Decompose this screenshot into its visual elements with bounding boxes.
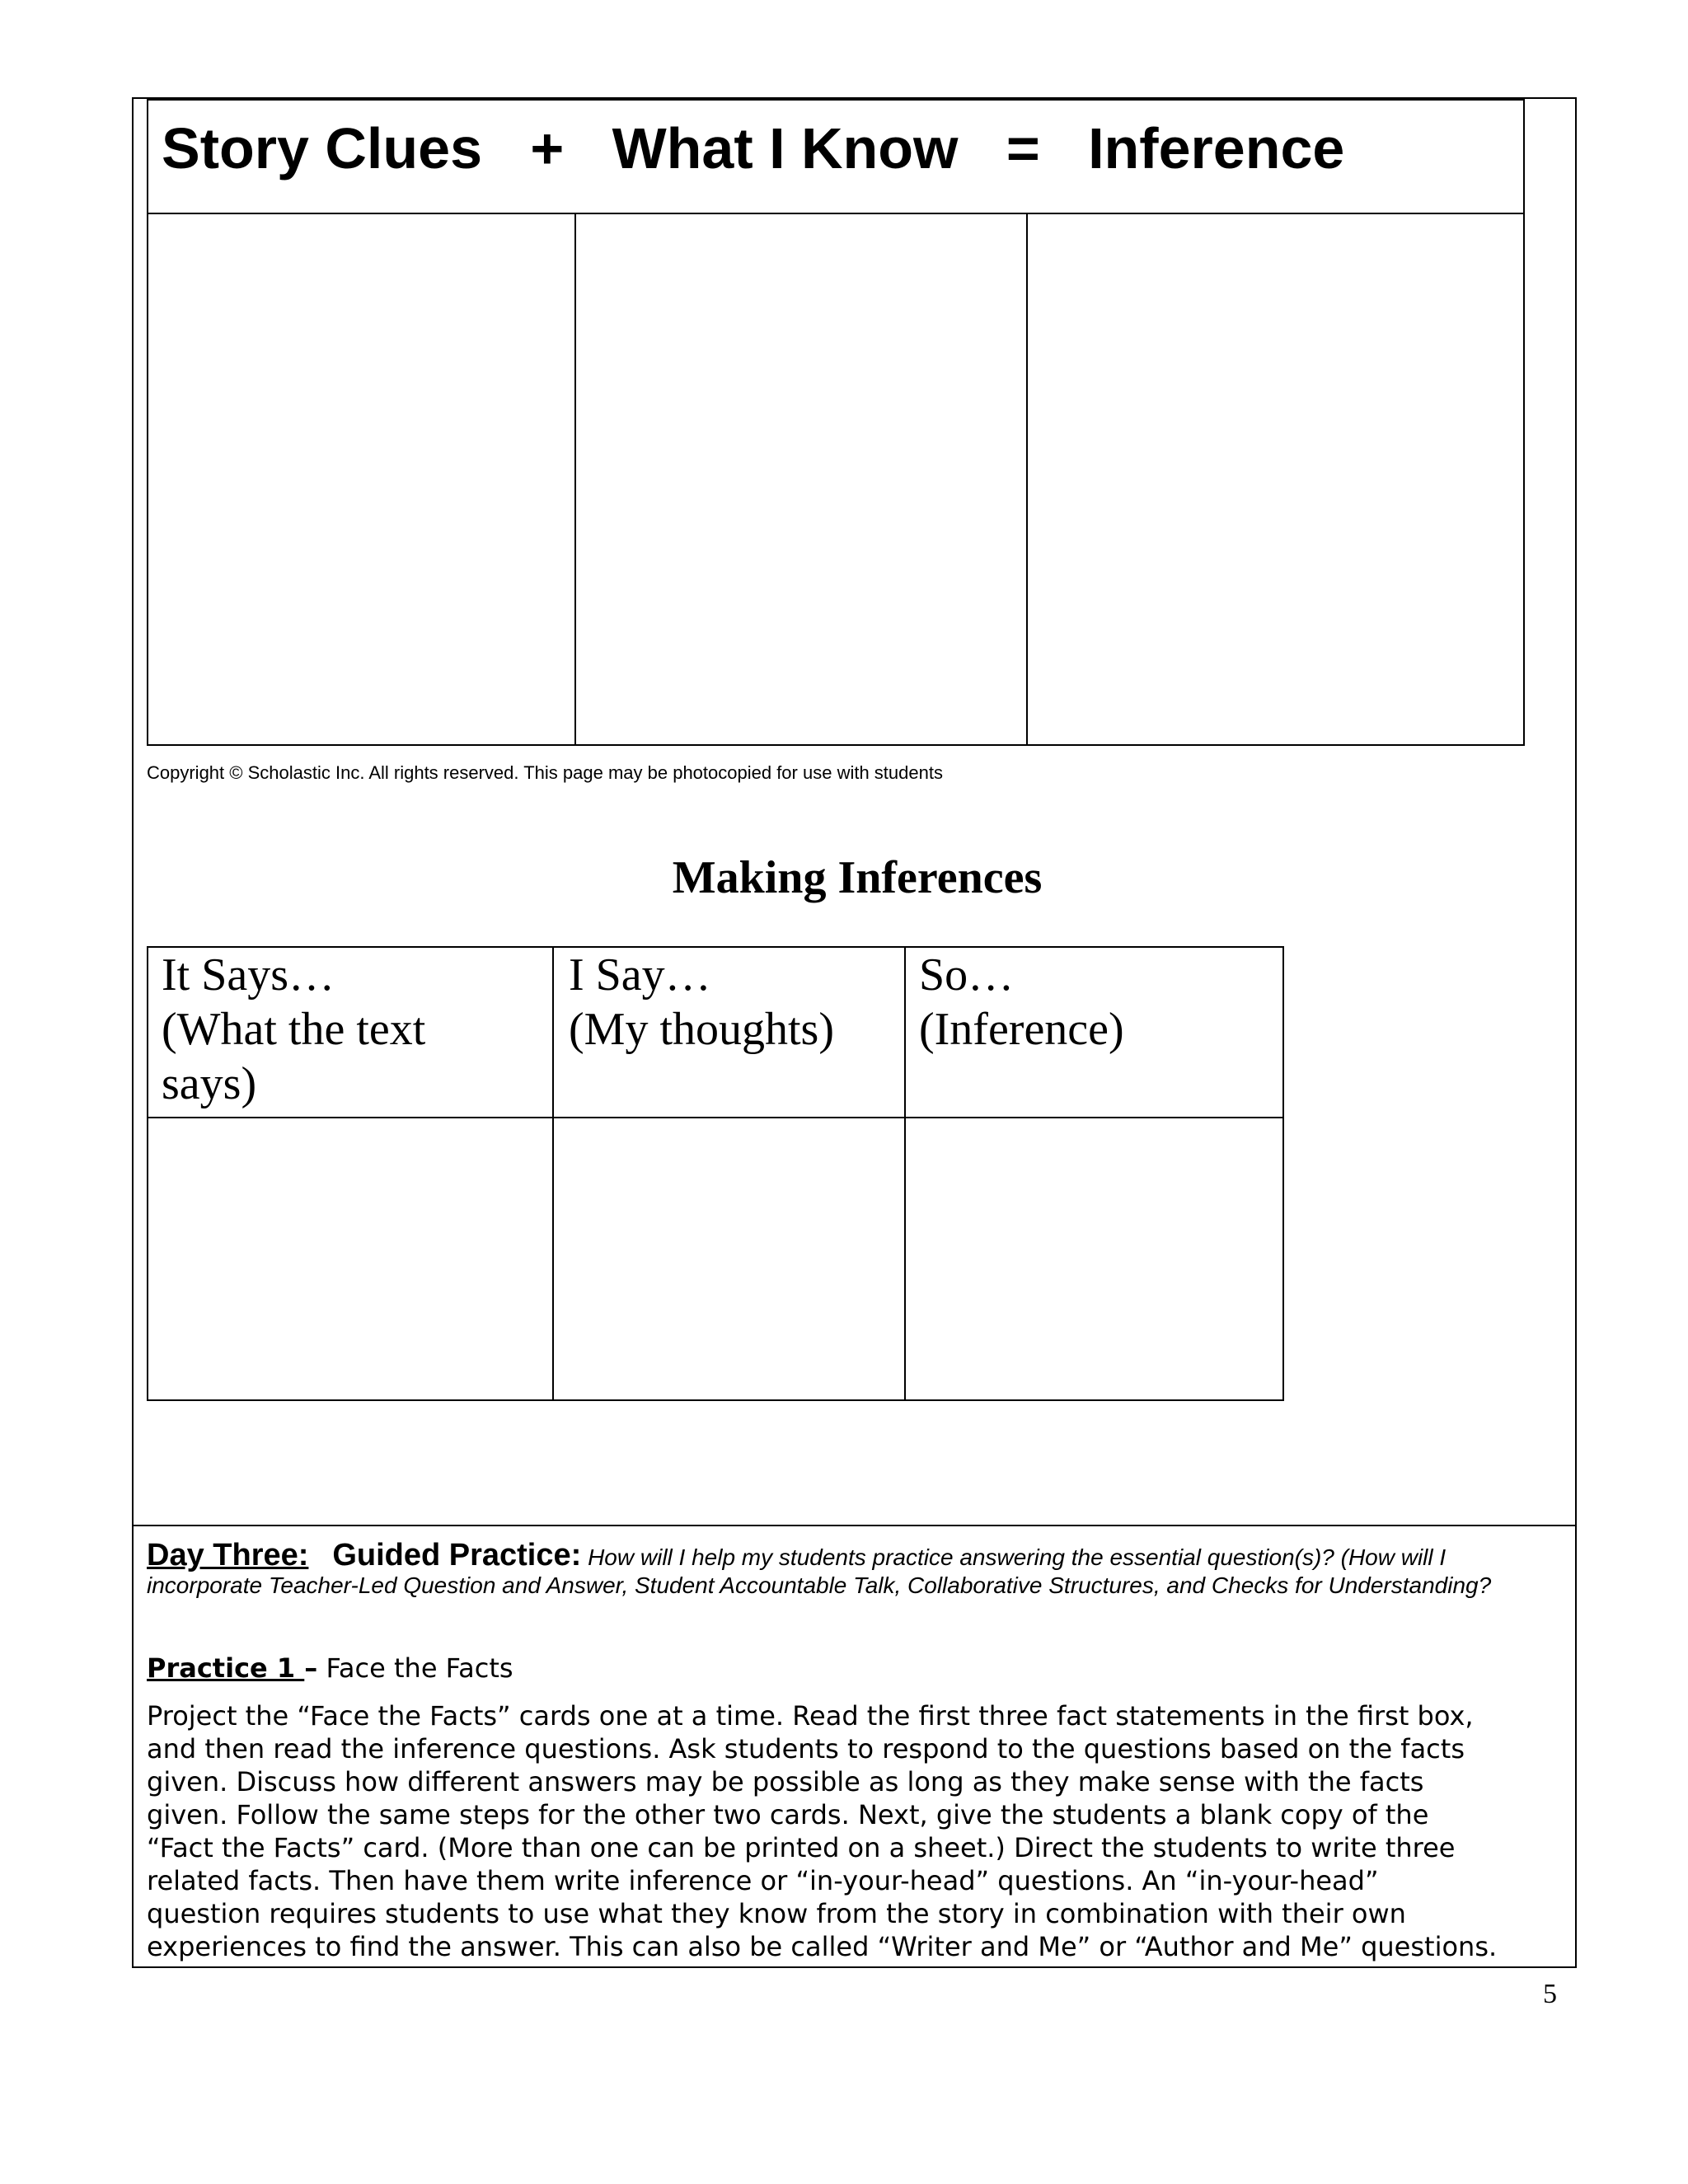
it-says-label: It Says…	[162, 949, 335, 1001]
practice-body-line: and then read the inference questions. Ask students to respond to the questions based on the facts	[147, 1733, 1465, 1765]
so-header	[919, 948, 1282, 1057]
i-say-cell[interactable]	[554, 1118, 903, 1399]
so-sublabel: (Inference)	[919, 1004, 1124, 1055]
practice-1-title: Face the Facts	[317, 1652, 513, 1684]
i-say-label: I Say…	[569, 949, 711, 1001]
story-clues-cell-3[interactable]	[1028, 214, 1523, 743]
section-divider	[132, 1525, 1577, 1526]
guided-practice-prompt: How will I help my students practice answering the essential question(s)? (How will I incorporate Teacher-Led Question and Answer, Student Accountable Talk, Collaborative Structures, and Checks for Understanding?	[147, 1544, 1492, 1598]
practice-1-body	[147, 1699, 1573, 1963]
day-three-section	[147, 1538, 1548, 1600]
practice-body-line: “Fact the Facts” card. (More than one can be printed on a sheet.) Direct the students to write three	[147, 1832, 1456, 1863]
story-clues-header: Story Clues + What I Know = Inference	[162, 116, 1345, 180]
practice-body-line: given. Follow the same steps for the other two cards. Next, give the students a blank copy of the	[147, 1799, 1429, 1830]
it-says-header	[162, 948, 549, 1111]
story-clues-cell-2[interactable]	[576, 214, 1025, 743]
i-say-header	[569, 948, 898, 1057]
story-clues-cell-1[interactable]	[148, 214, 574, 743]
practice-body-line: Project the “Face the Facts” cards one at a time. Read the first three fact statements in the first box,	[147, 1700, 1474, 1732]
so-cell[interactable]	[906, 1118, 1282, 1399]
so-label: So…	[919, 949, 1015, 1001]
guided-practice-heading	[315, 1538, 581, 1572]
day-three-label: Day Three:	[147, 1538, 309, 1572]
practice-body-line: experiences to find the answer. This can also be called “Writer and Me” or “Author and Me” questions.	[147, 1931, 1498, 1962]
practice-body-line: question requires students to use what they know from the story in combination with their own	[147, 1898, 1406, 1929]
practice-1-dash: –	[304, 1652, 318, 1684]
practice-body-line: given. Discuss how different answers may be possible as long as they make sense with the facts	[147, 1766, 1424, 1797]
copyright-notice: Copyright © Scholastic Inc. All rights reserved. This page may be photocopied for use with students	[147, 762, 943, 783]
it-says-sublabel: (What the text	[162, 1004, 426, 1055]
practice-body-line: related facts. Then have them write inference or “in-your-head” questions. An “in-your-head”	[147, 1865, 1379, 1896]
i-say-sublabel: (My thoughts)	[569, 1004, 834, 1055]
it-says-cell[interactable]	[148, 1118, 551, 1399]
making-inferences-title: Making Inferences	[672, 852, 1043, 903]
page-number: 5	[1543, 1979, 1557, 2009]
it-says-sublabel-cont: says)	[162, 1058, 257, 1109]
practice-1-label: Practice 1	[147, 1652, 305, 1684]
guided-practice-heading-text: Guided Practice:	[332, 1538, 582, 1572]
practice-1-heading	[147, 1652, 513, 1685]
